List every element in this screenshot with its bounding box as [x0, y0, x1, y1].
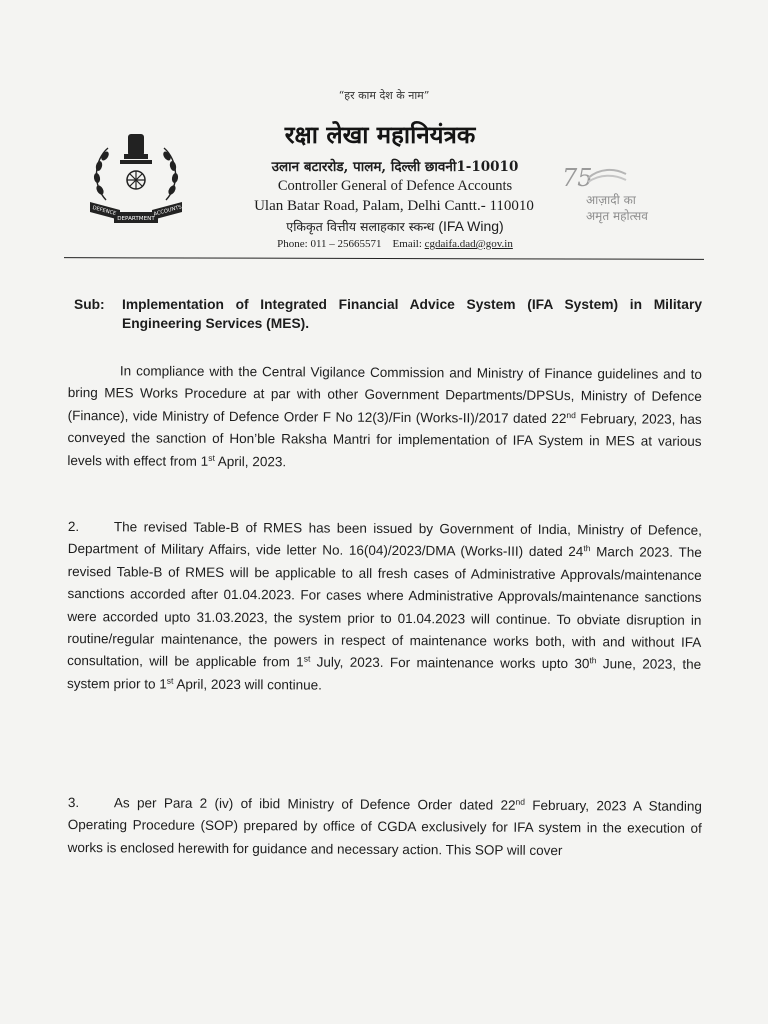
para3-number: 3. [67, 794, 80, 811]
subject-line [74, 295, 702, 333]
wing-hindi: एकिकृत वित्तीय सलाहकार स्कन्ध [286, 219, 435, 234]
emblem-text-right: ACCOUNTS [152, 204, 183, 218]
header-divider [64, 257, 704, 260]
wing-english: (IFA Wing) [438, 218, 504, 234]
emblem-text-left: DEFENCE [91, 204, 117, 218]
subject-text: Implementation of Integrated Financial Advice System (IFA System) in Military Engineering Services (MES). [122, 297, 702, 331]
para2-sup-b: st [303, 653, 311, 664]
paragraph-3 [68, 792, 702, 863]
para1-text-c: April, 2023. [214, 453, 287, 469]
para1-text-a: In compliance with the Central Vigilance Commission and Ministry of Finance guidelines and to bring MES Works Procedure at par with other Government Departments/DPSUs, Ministry of Defence (Finance), vide Ministry of Defence Order F No 12(3)/Fin (Works-II)/2017 dated 22 [67, 363, 702, 426]
address-english: Ulan Batar Road, Palam, Delhi Cantt.- 110010 [254, 198, 534, 214]
address-hindi: उलान बटाररोड, पालम, दिल्ली छावनी1-10010 [271, 159, 519, 175]
org-name-english: Controller General of Defence Accounts [277, 178, 513, 194]
para3-sup-a: nd [515, 796, 526, 807]
contact-line [230, 238, 560, 250]
jubilee-logo [548, 160, 652, 226]
subject-label: Sub: [74, 297, 105, 312]
para2-text-a: The revised Table-B of RMES has been issued by Government of India, Ministry of Defence, Department of Military Affairs, vide letter No. 16(04)/2023/DMA (Works-III) dated 24 [67, 519, 702, 560]
jubilee-number: 75 [562, 164, 593, 192]
para3-text-b: February, 2023 A Standing Operating Procedure (SOP) prepared by office of CGDA exclusively for IFA system in the execution of works is enclosed herewith for guidance and necessary action. This SOP will cover [67, 797, 702, 858]
jubilee-hindi-2: अमृत महोत्सव [586, 209, 648, 223]
para2-sup-d: st [166, 675, 174, 686]
department-emblem-logo [84, 130, 188, 226]
motto: “हर काम देश के नाम” [338, 89, 430, 102]
para2-sup-a: th [583, 543, 591, 554]
wing-line [230, 218, 560, 235]
emblem-text-center: DEPARTMENT [117, 216, 155, 222]
para2-text-e: April, 2023 will continue. [173, 676, 323, 693]
para2-text-b: March 2023. The revised Table-B of RMES will be applicable to all fresh cases of Administrative Approvals/maintenance sanctions accorded after 01.04.2023. For cases where Administrative Approvals/maintenance sanctions were accorded upto 31.03.2023, the system prior to 01.04.2023 will continue. To obviate disruption in routine/regular maintenance, the powers in respect of maintenance works both, with and without IFA consultation, will be applicable from 1 [67, 544, 702, 670]
para1-text-b: February, 2023, has conveyed the sanction of Hon’ble Raksha Mantri for implementation of IFA System in MES at various levels with effect from 1 [67, 410, 702, 469]
para3-text-a: As per Para 2 (iv) of ibid Ministry of Defence Order dated 22 [113, 795, 516, 813]
para1-sup-a: nd [566, 409, 576, 420]
jubilee-hindi-1: आज़ादी का [586, 193, 636, 207]
email-label: Email: [392, 238, 422, 250]
paragraph-1 [67, 360, 702, 476]
para2-number: 2. [67, 518, 80, 535]
para2-sup-c: th [589, 655, 597, 666]
phone: Phone: 011 – 25665571 [277, 238, 382, 250]
para2-text-c: July, 2023. For maintenance works upto 30 [310, 654, 590, 672]
paragraph-2 [67, 516, 702, 699]
email-link[interactable]: cgdaifa.dad@gov.in [424, 238, 513, 250]
para1-sup-b: st [208, 452, 215, 463]
para2-text-d: June, 2023, the system prior to 1 [66, 656, 702, 692]
org-name-hindi: रक्षा लेखा महानियंत्रक [284, 120, 476, 149]
